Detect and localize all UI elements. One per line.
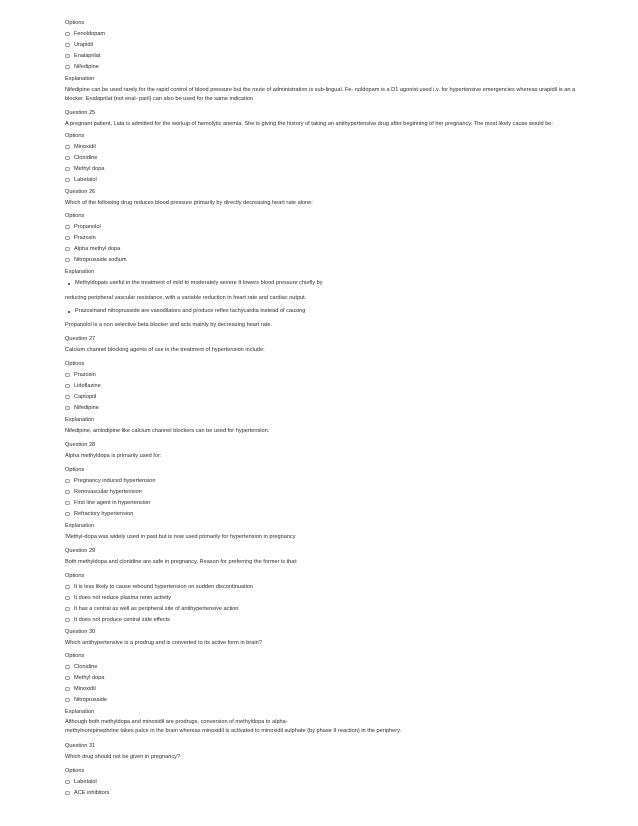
radio-button[interactable] (65, 395, 70, 400)
option-label: Prazosin (74, 235, 96, 241)
explanation-text: Propanolol is a non selective beta blocker and acts mainly by decreasing heart rate. (65, 322, 273, 328)
option-label: ACE inhibitors (74, 790, 110, 796)
radio-button[interactable] (65, 373, 70, 378)
option-label: It has a central as well as peripheral site of antihypertensive action (74, 606, 239, 612)
explanation-label: Explanation (65, 523, 95, 529)
radio-button[interactable] (65, 479, 70, 484)
question-heading: Question 26 (65, 189, 96, 195)
explanation-label: Explanation (65, 709, 95, 715)
radio-button[interactable] (65, 43, 70, 48)
radio-button[interactable] (65, 54, 70, 59)
explanation-label: Explanation (65, 269, 95, 275)
option-label: First line agent in hypertension (74, 500, 151, 506)
option-label: Pregnancy induced hypertension (74, 478, 156, 484)
question-text: Calcium channel blocking agents of use in the treatment of hypertension include: (65, 347, 265, 353)
radio-button[interactable] (65, 167, 70, 172)
option-label: It is less likely to cause rebound hypertension on sudden discontinuation (74, 584, 254, 590)
radio-button[interactable] (65, 607, 70, 612)
option-label: Nitroprusside (74, 697, 107, 703)
option-label: Alpha methyl dopa (74, 246, 121, 252)
radio-button[interactable] (65, 501, 70, 506)
options-label: Options (65, 133, 85, 139)
explanation-label: Explanation (65, 417, 95, 423)
question-text: Which drug should not be given in pregnancy? (65, 754, 181, 760)
option-label: Enalaprilat (74, 53, 101, 59)
question-heading: Question 25 (65, 110, 96, 116)
option-label: Labetalol (74, 779, 97, 785)
question-text: Both methyldopa and clonidine are safe in pregnancy. Reason for preferring the former is that: (65, 559, 298, 565)
question-text: Which antihypertensive is a prodrug and is converted to its active form in brain? (65, 640, 262, 646)
radio-button[interactable] (65, 512, 70, 517)
option-label: Nifedipine (74, 405, 99, 411)
options-label: Options (65, 467, 85, 473)
option-label: Lidoflazine (74, 383, 101, 389)
question-heading: Question 27 (65, 336, 96, 342)
question-text: Which of the following drug reduces blood pressure primarily by directly decreasing heart rate alone: (65, 200, 313, 206)
explanation-bullet: Methyldopais useful in the treatment of mild to moderately severe It lowers blood pressure chiefly by (75, 280, 323, 286)
radio-button[interactable] (65, 687, 70, 692)
option-label: Urapidil (74, 42, 93, 48)
explanation-text: 'Methyl-dopa was widely used in past but is now used primarily for hypertension in pregnancy (65, 534, 296, 540)
option-label: Clonidine (74, 155, 98, 161)
option-label: Labetalol (74, 177, 97, 183)
question-text: A pregnant patient, Lata is admitted for the workup of hemolytic anemia. She is giving the history of taking an antihypertensive drug after beginning of her pregnancy. The most likely cause would be: (65, 121, 553, 127)
question-text: Alpha methyldopa is primarily used for: (65, 453, 162, 459)
question-heading: Question 28 (65, 442, 96, 448)
radio-button[interactable] (65, 791, 70, 796)
radio-button[interactable] (65, 676, 70, 681)
radio-button[interactable] (65, 156, 70, 161)
option-label: Nifedipine (74, 64, 99, 70)
question-heading: Question 31 (65, 743, 96, 749)
question-heading: Question 30 (65, 629, 96, 635)
radio-button[interactable] (65, 698, 70, 703)
option-label: Fenoldopam (74, 31, 106, 37)
options-label: Options (65, 573, 85, 579)
radio-button[interactable] (65, 258, 70, 263)
radio-button[interactable] (65, 236, 70, 241)
radio-button[interactable] (65, 178, 70, 183)
explanation-text: Nifedipine, amlodipine like calcium channel blockers can be used for hypertension. (65, 428, 270, 434)
options-label: Options (65, 213, 85, 219)
option-label: It does not produce central side effects (74, 617, 170, 623)
bullet-point (68, 311, 70, 313)
radio-button[interactable] (65, 225, 70, 230)
options-label: Options (65, 361, 85, 367)
explanation-text: methylnorepinephrine takes palce in the brain whereas minoxidil is activated to minoxidil sulphate (by phase II reaction) in the periphery. (65, 728, 402, 734)
explanation-text: Although both methyldopa and minoxidil are prodrugs, conversion of methyldopa to alpha- (65, 719, 288, 725)
radio-button[interactable] (65, 65, 70, 70)
option-label: Renovascular hypertension (74, 489, 142, 495)
radio-button[interactable] (65, 618, 70, 623)
option-label: Methyl dopa (74, 166, 105, 172)
question-heading: Question 29 (65, 548, 96, 554)
radio-button[interactable] (65, 585, 70, 590)
radio-button[interactable] (65, 665, 70, 670)
bullet-point (68, 283, 70, 285)
radio-button[interactable] (65, 780, 70, 785)
option-label: Minoxidil (74, 686, 96, 692)
option-label: It does not reduce plasma renin activity (74, 595, 172, 601)
radio-button[interactable] (65, 32, 70, 37)
option-label: Prazosin (74, 372, 96, 378)
explanation-text: Nifedipine can be used rarely for the rapid control of blood pressure but the route of administration is sub-lingual. Fe- noldopam is a D1 agonist used i.v. for hypertensive emergencies whereas urapidil is an a (65, 87, 576, 93)
options-label: Options (65, 768, 85, 774)
option-label: Refractory hypertension (74, 511, 134, 517)
option-label: Minoxidil (74, 144, 96, 150)
radio-button[interactable] (65, 247, 70, 252)
radio-button[interactable] (65, 145, 70, 150)
radio-button[interactable] (65, 384, 70, 389)
radio-button[interactable] (65, 596, 70, 601)
option-label: Captopril (74, 394, 97, 400)
option-label: Nitroprusside sodium (74, 257, 127, 263)
options-label: Options (65, 20, 85, 26)
radio-button[interactable] (65, 490, 70, 495)
explanation-label: Explanation (65, 76, 95, 82)
option-label: Clonidine (74, 664, 98, 670)
explanation-text: reducing peripheral vascular resistance, with a variable reduction in heart rate and cardiac output. (65, 295, 307, 301)
option-label: Propanolol (74, 224, 101, 230)
option-label: Methyl dopa (74, 675, 105, 681)
options-label: Options (65, 653, 85, 659)
explanation-text: blocker. Enalaprilat (not enal- paril) can also be used for the same indication (65, 96, 254, 102)
explanation-bullet: Prazosinand nitroprusside are vasodilators and produce reflex tachycardia instead of causing (75, 308, 306, 314)
radio-button[interactable] (65, 406, 70, 411)
